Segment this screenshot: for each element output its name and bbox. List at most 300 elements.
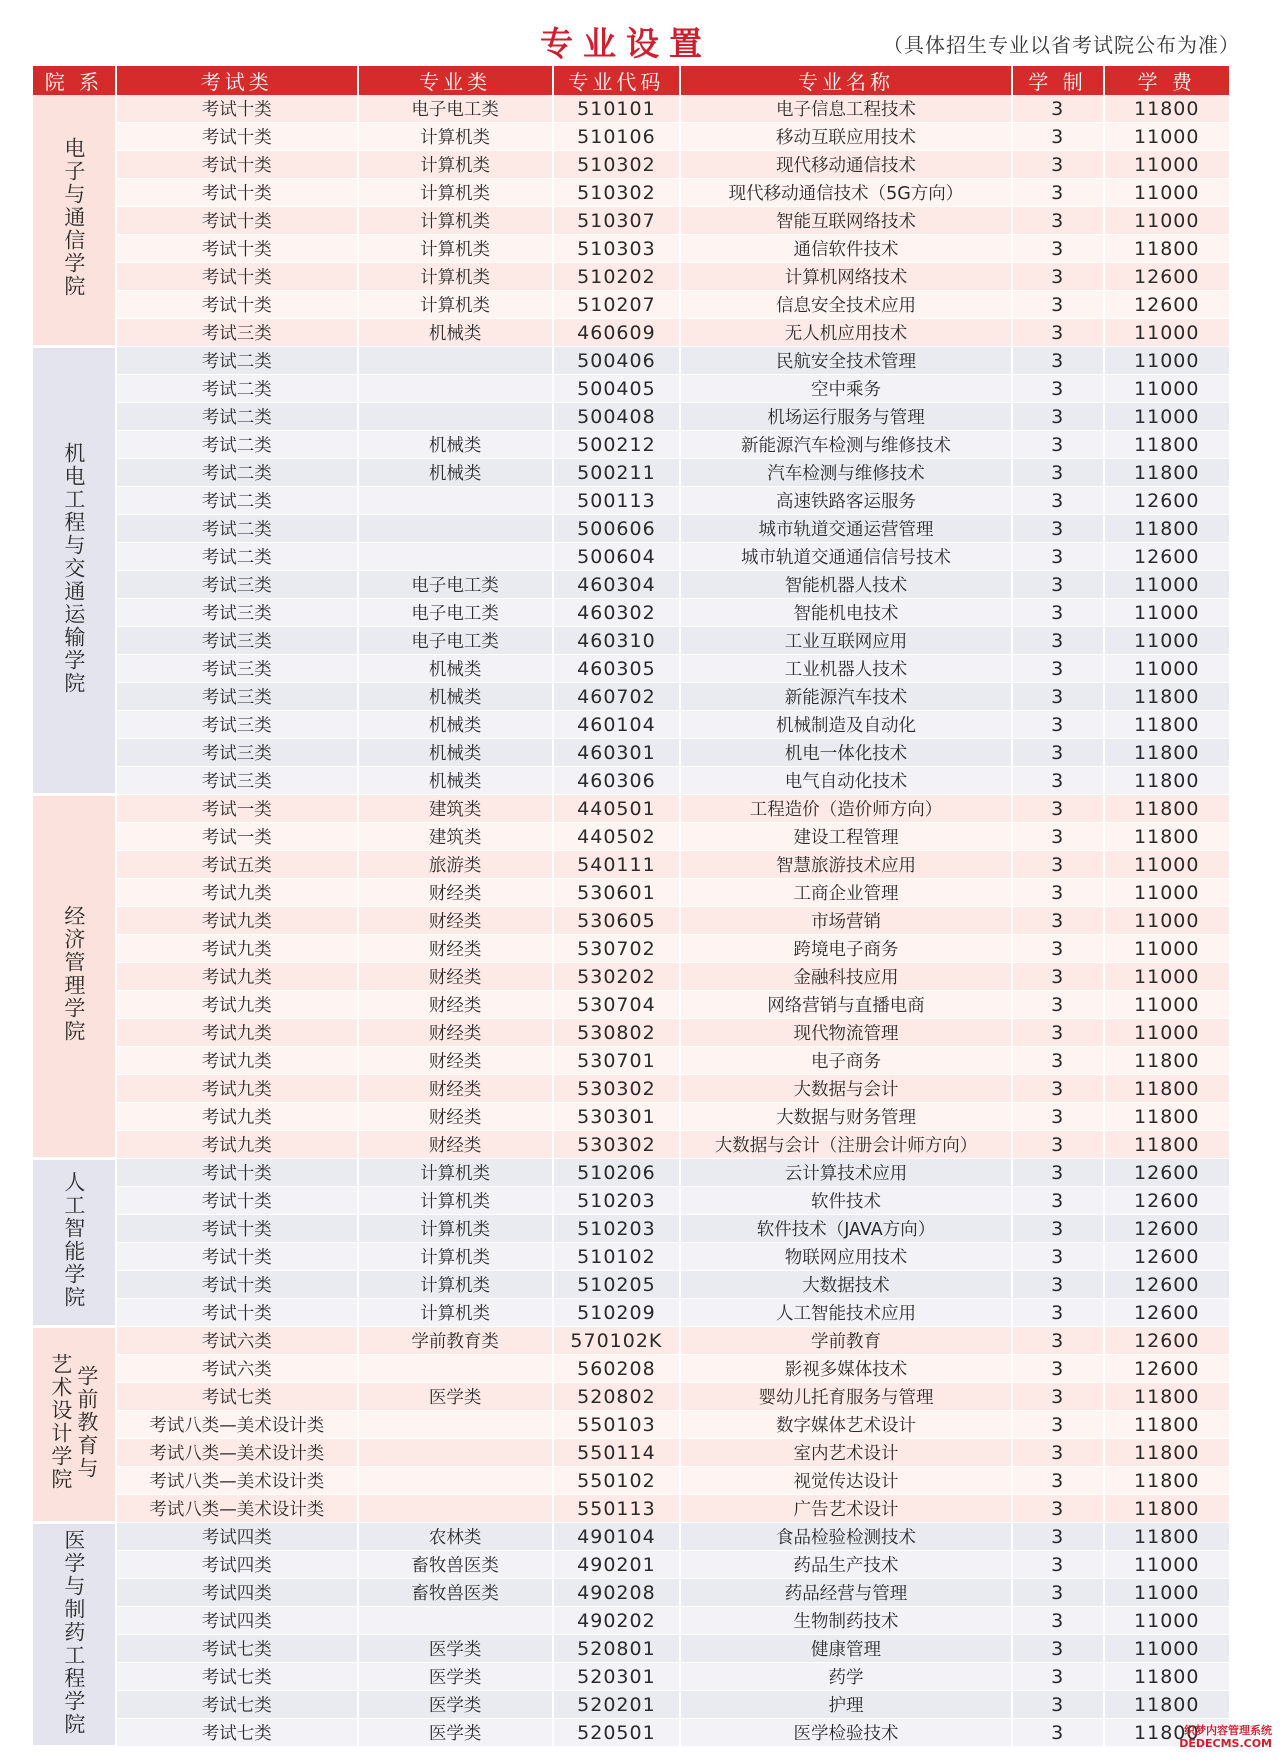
exam-category-cell: 考试三类 xyxy=(116,739,358,767)
tuition-cell: 11000 xyxy=(1104,1579,1229,1607)
duration-cell: 3 xyxy=(1012,1551,1104,1579)
department-cell xyxy=(33,1327,116,1523)
duration-cell: 3 xyxy=(1012,1439,1104,1467)
duration-cell: 3 xyxy=(1012,711,1104,739)
tuition-cell: 11800 xyxy=(1104,1131,1229,1159)
tuition-cell: 11000 xyxy=(1104,599,1229,627)
duration-cell: 3 xyxy=(1012,95,1104,123)
table-row xyxy=(33,991,1229,1019)
major-category-cell: 机械类 xyxy=(358,767,553,795)
major-category-cell xyxy=(358,1439,553,1467)
major-code-cell: 530702 xyxy=(553,935,681,963)
major-name-cell: 大数据与会计（注册会计师方向） xyxy=(680,1131,1011,1159)
duration-cell: 3 xyxy=(1012,1243,1104,1271)
exam-category-cell: 考试四类 xyxy=(116,1551,358,1579)
tuition-cell: 11800 xyxy=(1104,95,1229,123)
table-row xyxy=(33,683,1229,711)
major-code-cell: 510206 xyxy=(553,1159,681,1187)
major-name-cell: 智慧旅游技术应用 xyxy=(680,851,1011,879)
tuition-cell: 11000 xyxy=(1104,627,1229,655)
exam-category-cell: 考试八类—美术设计类 xyxy=(116,1467,358,1495)
tuition-cell: 11800 xyxy=(1104,459,1229,487)
duration-cell: 3 xyxy=(1012,627,1104,655)
major-category-cell: 医学类 xyxy=(358,1691,553,1719)
duration-cell: 3 xyxy=(1012,1579,1104,1607)
duration-cell: 3 xyxy=(1012,1495,1104,1523)
tuition-cell: 12600 xyxy=(1104,1299,1229,1327)
major-category-cell: 财经类 xyxy=(358,879,553,907)
table-row xyxy=(33,375,1229,403)
exam-category-cell: 考试二类 xyxy=(116,347,358,375)
exam-category-cell: 考试三类 xyxy=(116,319,358,347)
major-code-cell: 570102K xyxy=(553,1327,681,1355)
tuition-cell: 11800 xyxy=(1104,235,1229,263)
tuition-cell: 11000 xyxy=(1104,1607,1229,1635)
watermark xyxy=(1179,1724,1272,1750)
major-category-cell: 计算机类 xyxy=(358,263,553,291)
header-duration: 学 制 xyxy=(1012,66,1104,95)
department-name: 医学与制药工程学院 xyxy=(61,1528,86,1736)
major-code-cell: 510203 xyxy=(553,1215,681,1243)
tuition-cell: 11000 xyxy=(1104,991,1229,1019)
duration-cell: 3 xyxy=(1012,1299,1104,1327)
duration-cell: 3 xyxy=(1012,459,1104,487)
duration-cell: 3 xyxy=(1012,1103,1104,1131)
exam-category-cell: 考试七类 xyxy=(116,1719,358,1747)
duration-cell: 3 xyxy=(1012,291,1104,319)
duration-cell: 3 xyxy=(1012,1467,1104,1495)
tuition-cell: 11000 xyxy=(1104,403,1229,431)
tuition-cell: 11800 xyxy=(1104,1495,1229,1523)
exam-category-cell: 考试三类 xyxy=(116,571,358,599)
major-code-cell: 460104 xyxy=(553,711,681,739)
major-code-cell: 530302 xyxy=(553,1075,681,1103)
table-row xyxy=(33,95,1229,123)
table-row xyxy=(33,1523,1229,1551)
exam-category-cell: 考试十类 xyxy=(116,1299,358,1327)
department-name: 机电工程与交通运输学院 xyxy=(61,441,86,695)
major-code-cell: 510207 xyxy=(553,291,681,319)
major-category-cell: 电子电工类 xyxy=(358,599,553,627)
major-name-cell: 医学检验技术 xyxy=(680,1719,1011,1747)
major-code-cell: 460310 xyxy=(553,627,681,655)
major-name-cell: 现代物流管理 xyxy=(680,1019,1011,1047)
major-name-cell: 电子信息工程技术 xyxy=(680,95,1011,123)
table-row xyxy=(33,1607,1229,1635)
duration-cell: 3 xyxy=(1012,963,1104,991)
major-name-cell: 广告艺术设计 xyxy=(680,1495,1011,1523)
table-row xyxy=(33,1691,1229,1719)
major-name-cell: 物联网应用技术 xyxy=(680,1243,1011,1271)
major-name-cell: 智能互联网络技术 xyxy=(680,207,1011,235)
major-code-cell: 510203 xyxy=(553,1187,681,1215)
exam-category-cell: 考试二类 xyxy=(116,459,358,487)
major-code-cell: 530202 xyxy=(553,963,681,991)
major-name-cell: 生物制药技术 xyxy=(680,1607,1011,1635)
tuition-cell: 11800 xyxy=(1104,1103,1229,1131)
tuition-cell: 11000 xyxy=(1104,319,1229,347)
exam-category-cell: 考试十类 xyxy=(116,235,358,263)
duration-cell: 3 xyxy=(1012,879,1104,907)
major-code-cell: 560208 xyxy=(553,1355,681,1383)
major-category-cell: 机械类 xyxy=(358,711,553,739)
major-category-cell: 建筑类 xyxy=(358,823,553,851)
major-name-cell: 现代移动通信技术 xyxy=(680,151,1011,179)
major-code-cell: 550103 xyxy=(553,1411,681,1439)
major-category-cell xyxy=(358,403,553,431)
watermark-line1: 织梦内容管理系统 xyxy=(1184,1724,1272,1737)
table-header-row xyxy=(33,66,1229,95)
duration-cell: 3 xyxy=(1012,1523,1104,1551)
major-category-cell xyxy=(358,1495,553,1523)
table-row xyxy=(33,1103,1229,1131)
major-category-cell: 计算机类 xyxy=(358,1187,553,1215)
major-category-cell: 电子电工类 xyxy=(358,571,553,599)
table-row xyxy=(33,1327,1229,1355)
major-code-cell: 510102 xyxy=(553,1243,681,1271)
exam-category-cell: 考试二类 xyxy=(116,375,358,403)
major-name-cell: 大数据技术 xyxy=(680,1271,1011,1299)
table-row xyxy=(33,599,1229,627)
duration-cell: 3 xyxy=(1012,767,1104,795)
table-row xyxy=(33,739,1229,767)
duration-cell: 3 xyxy=(1012,207,1104,235)
table-row xyxy=(33,1271,1229,1299)
tuition-cell: 11800 xyxy=(1104,1047,1229,1075)
exam-category-cell: 考试八类—美术设计类 xyxy=(116,1439,358,1467)
major-name-cell: 人工智能技术应用 xyxy=(680,1299,1011,1327)
major-name-cell: 软件技术（JAVA方向） xyxy=(680,1215,1011,1243)
duration-cell: 3 xyxy=(1012,991,1104,1019)
table-row xyxy=(33,1355,1229,1383)
duration-cell: 3 xyxy=(1012,1215,1104,1243)
tuition-cell: 11000 xyxy=(1104,963,1229,991)
table-row xyxy=(33,347,1229,375)
major-category-cell: 计算机类 xyxy=(358,1243,553,1271)
tuition-cell: 12600 xyxy=(1104,1271,1229,1299)
tuition-cell: 11800 xyxy=(1104,1383,1229,1411)
major-code-cell: 460305 xyxy=(553,655,681,683)
exam-category-cell: 考试七类 xyxy=(116,1691,358,1719)
tuition-cell: 11000 xyxy=(1104,655,1229,683)
major-category-cell: 计算机类 xyxy=(358,235,553,263)
exam-category-cell: 考试三类 xyxy=(116,683,358,711)
major-category-cell xyxy=(358,487,553,515)
table-row xyxy=(33,571,1229,599)
major-category-cell: 财经类 xyxy=(358,935,553,963)
major-category-cell: 学前教育类 xyxy=(358,1327,553,1355)
major-code-cell: 540111 xyxy=(553,851,681,879)
duration-cell: 3 xyxy=(1012,1327,1104,1355)
exam-category-cell: 考试十类 xyxy=(116,207,358,235)
exam-category-cell: 考试十类 xyxy=(116,179,358,207)
major-name-cell: 工程造价（造价师方向） xyxy=(680,795,1011,823)
department-name-line2: 艺术设计学院 xyxy=(48,1353,73,1491)
exam-category-cell: 考试八类—美术设计类 xyxy=(116,1411,358,1439)
major-category-cell: 计算机类 xyxy=(358,291,553,319)
table-row xyxy=(33,431,1229,459)
major-code-cell: 510303 xyxy=(553,235,681,263)
tuition-cell: 11000 xyxy=(1104,1551,1229,1579)
exam-category-cell: 考试九类 xyxy=(116,963,358,991)
major-category-cell: 财经类 xyxy=(358,1047,553,1075)
major-category-cell xyxy=(358,543,553,571)
duration-cell: 3 xyxy=(1012,319,1104,347)
department-cell xyxy=(33,795,116,1159)
tuition-cell: 11800 xyxy=(1104,1719,1229,1747)
major-category-cell: 医学类 xyxy=(358,1383,553,1411)
major-code-cell: 500604 xyxy=(553,543,681,571)
major-name-cell: 网络营销与直播电商 xyxy=(680,991,1011,1019)
major-category-cell: 财经类 xyxy=(358,963,553,991)
page-title: 专业设置 xyxy=(540,24,712,63)
major-code-cell: 520201 xyxy=(553,1691,681,1719)
table-row xyxy=(33,1635,1229,1663)
major-name-cell: 智能机电技术 xyxy=(680,599,1011,627)
tuition-cell: 11800 xyxy=(1104,683,1229,711)
major-category-cell: 计算机类 xyxy=(358,179,553,207)
major-name-cell: 移动互联应用技术 xyxy=(680,123,1011,151)
major-code-cell: 500211 xyxy=(553,459,681,487)
exam-category-cell: 考试十类 xyxy=(116,1215,358,1243)
major-category-cell: 计算机类 xyxy=(358,123,553,151)
major-code-cell: 460304 xyxy=(553,571,681,599)
major-category-cell: 机械类 xyxy=(358,459,553,487)
header-exam-category: 考试类 xyxy=(116,66,358,95)
major-code-cell: 520301 xyxy=(553,1663,681,1691)
major-name-cell: 信息安全技术应用 xyxy=(680,291,1011,319)
table-row xyxy=(33,879,1229,907)
table-row xyxy=(33,1383,1229,1411)
major-code-cell: 490104 xyxy=(553,1523,681,1551)
major-name-cell: 影视多媒体技术 xyxy=(680,1355,1011,1383)
tuition-cell: 11800 xyxy=(1104,1663,1229,1691)
duration-cell: 3 xyxy=(1012,571,1104,599)
exam-category-cell: 考试二类 xyxy=(116,403,358,431)
major-code-cell: 520802 xyxy=(553,1383,681,1411)
exam-category-cell: 考试九类 xyxy=(116,1131,358,1159)
major-code-cell: 510302 xyxy=(553,151,681,179)
major-category-cell: 医学类 xyxy=(358,1663,553,1691)
major-name-cell: 电气自动化技术 xyxy=(680,767,1011,795)
duration-cell: 3 xyxy=(1012,1691,1104,1719)
major-code-cell: 520801 xyxy=(553,1635,681,1663)
major-name-cell: 工商企业管理 xyxy=(680,879,1011,907)
table-row xyxy=(33,851,1229,879)
major-code-cell: 490201 xyxy=(553,1551,681,1579)
major-code-cell: 460702 xyxy=(553,683,681,711)
department-name: 电子与通信学院 xyxy=(61,137,86,298)
header-department: 院 系 xyxy=(33,66,116,95)
exam-category-cell: 考试二类 xyxy=(116,515,358,543)
tuition-cell: 12600 xyxy=(1104,543,1229,571)
major-code-cell: 510202 xyxy=(553,263,681,291)
exam-category-cell: 考试九类 xyxy=(116,935,358,963)
duration-cell: 3 xyxy=(1012,1047,1104,1075)
tuition-cell: 11000 xyxy=(1104,1019,1229,1047)
department-name: 经济管理学院 xyxy=(61,905,86,1043)
major-name-cell: 机场运行服务与管理 xyxy=(680,403,1011,431)
duration-cell: 3 xyxy=(1012,431,1104,459)
major-code-cell: 460609 xyxy=(553,319,681,347)
exam-category-cell: 考试十类 xyxy=(116,1271,358,1299)
table-row xyxy=(33,403,1229,431)
tuition-cell: 11000 xyxy=(1104,1635,1229,1663)
major-category-cell: 医学类 xyxy=(358,1719,553,1747)
duration-cell: 3 xyxy=(1012,907,1104,935)
exam-category-cell: 考试七类 xyxy=(116,1635,358,1663)
exam-category-cell: 考试八类—美术设计类 xyxy=(116,1495,358,1523)
major-category-cell xyxy=(358,1355,553,1383)
major-category-cell: 计算机类 xyxy=(358,1271,553,1299)
major-name-cell: 无人机应用技术 xyxy=(680,319,1011,347)
major-category-cell xyxy=(358,347,553,375)
tuition-cell: 12600 xyxy=(1104,263,1229,291)
major-name-cell: 软件技术 xyxy=(680,1187,1011,1215)
major-code-cell: 500406 xyxy=(553,347,681,375)
table-row xyxy=(33,907,1229,935)
table-row xyxy=(33,487,1229,515)
major-code-cell: 460306 xyxy=(553,767,681,795)
major-category-cell: 财经类 xyxy=(358,1103,553,1131)
major-name-cell: 跨境电子商务 xyxy=(680,935,1011,963)
tuition-cell: 12600 xyxy=(1104,487,1229,515)
exam-category-cell: 考试四类 xyxy=(116,1579,358,1607)
major-code-cell: 490202 xyxy=(553,1607,681,1635)
major-code-cell: 550102 xyxy=(553,1467,681,1495)
duration-cell: 3 xyxy=(1012,1355,1104,1383)
exam-category-cell: 考试一类 xyxy=(116,795,358,823)
department-cell xyxy=(33,347,116,795)
exam-category-cell: 考试七类 xyxy=(116,1383,358,1411)
duration-cell: 3 xyxy=(1012,1635,1104,1663)
major-name-cell: 数字媒体艺术设计 xyxy=(680,1411,1011,1439)
major-name-cell: 室内艺术设计 xyxy=(680,1439,1011,1467)
tuition-cell: 11000 xyxy=(1104,935,1229,963)
table-row xyxy=(33,1159,1229,1187)
major-category-cell: 计算机类 xyxy=(358,207,553,235)
tuition-cell: 11000 xyxy=(1104,571,1229,599)
major-category-cell: 机械类 xyxy=(358,739,553,767)
exam-category-cell: 考试六类 xyxy=(116,1355,358,1383)
duration-cell: 3 xyxy=(1012,543,1104,571)
duration-cell: 3 xyxy=(1012,1019,1104,1047)
table-row xyxy=(33,1215,1229,1243)
exam-category-cell: 考试十类 xyxy=(116,1159,358,1187)
table-row xyxy=(33,1047,1229,1075)
exam-category-cell: 考试三类 xyxy=(116,655,358,683)
tuition-cell: 11000 xyxy=(1104,207,1229,235)
duration-cell: 3 xyxy=(1012,795,1104,823)
exam-category-cell: 考试九类 xyxy=(116,1103,358,1131)
major-code-cell: 500405 xyxy=(553,375,681,403)
table-body xyxy=(33,95,1229,1747)
tuition-cell: 11800 xyxy=(1104,515,1229,543)
table-row xyxy=(33,1019,1229,1047)
table-row xyxy=(33,291,1229,319)
major-code-cell: 550113 xyxy=(553,1495,681,1523)
department-cell xyxy=(33,1523,116,1747)
major-code-cell: 440502 xyxy=(553,823,681,851)
duration-cell: 3 xyxy=(1012,515,1104,543)
major-name-cell: 高速铁路客运服务 xyxy=(680,487,1011,515)
major-category-cell: 计算机类 xyxy=(358,1215,553,1243)
table-row xyxy=(33,1075,1229,1103)
duration-cell: 3 xyxy=(1012,1607,1104,1635)
exam-category-cell: 考试三类 xyxy=(116,767,358,795)
major-code-cell: 460302 xyxy=(553,599,681,627)
major-category-cell xyxy=(358,1411,553,1439)
major-category-cell: 计算机类 xyxy=(358,1159,553,1187)
duration-cell: 3 xyxy=(1012,935,1104,963)
exam-category-cell: 考试九类 xyxy=(116,1019,358,1047)
major-name-cell: 城市轨道交通通信信号技术 xyxy=(680,543,1011,571)
exam-category-cell: 考试十类 xyxy=(116,95,358,123)
tuition-cell: 12600 xyxy=(1104,1187,1229,1215)
exam-category-cell: 考试四类 xyxy=(116,1607,358,1635)
major-name-cell: 现代移动通信技术（5G方向） xyxy=(680,179,1011,207)
duration-cell: 3 xyxy=(1012,1719,1104,1747)
major-category-cell: 电子电工类 xyxy=(358,627,553,655)
duration-cell: 3 xyxy=(1012,683,1104,711)
tuition-cell: 11000 xyxy=(1104,375,1229,403)
table-row xyxy=(33,711,1229,739)
header-major-code: 专业代码 xyxy=(553,66,681,95)
table-row xyxy=(33,1131,1229,1159)
table-row xyxy=(33,179,1229,207)
duration-cell: 3 xyxy=(1012,1131,1104,1159)
major-name-cell: 机电一体化技术 xyxy=(680,739,1011,767)
major-name-cell: 药品经营与管理 xyxy=(680,1579,1011,1607)
exam-category-cell: 考试七类 xyxy=(116,1663,358,1691)
exam-category-cell: 考试十类 xyxy=(116,151,358,179)
major-category-cell: 计算机类 xyxy=(358,1299,553,1327)
duration-cell: 3 xyxy=(1012,403,1104,431)
tuition-cell: 11800 xyxy=(1104,1075,1229,1103)
major-code-cell: 510205 xyxy=(553,1271,681,1299)
major-code-cell: 510307 xyxy=(553,207,681,235)
table-row xyxy=(33,963,1229,991)
duration-cell: 3 xyxy=(1012,263,1104,291)
duration-cell: 3 xyxy=(1012,851,1104,879)
department-cell xyxy=(33,1159,116,1327)
major-code-cell: 530802 xyxy=(553,1019,681,1047)
major-code-cell: 500408 xyxy=(553,403,681,431)
tuition-cell: 11800 xyxy=(1104,1691,1229,1719)
major-category-cell xyxy=(358,515,553,543)
major-name-cell: 护理 xyxy=(680,1691,1011,1719)
major-code-cell: 530704 xyxy=(553,991,681,1019)
table-row xyxy=(33,151,1229,179)
department-name-line1: 学前教育与 xyxy=(74,1364,99,1480)
exam-category-cell: 考试二类 xyxy=(116,487,358,515)
tuition-cell: 12600 xyxy=(1104,1159,1229,1187)
duration-cell: 3 xyxy=(1012,235,1104,263)
tuition-cell: 11800 xyxy=(1104,1439,1229,1467)
tuition-cell: 11000 xyxy=(1104,123,1229,151)
major-code-cell: 500212 xyxy=(553,431,681,459)
major-category-cell: 医学类 xyxy=(358,1635,553,1663)
major-code-cell: 440501 xyxy=(553,795,681,823)
duration-cell: 3 xyxy=(1012,487,1104,515)
major-name-cell: 新能源汽车检测与维修技术 xyxy=(680,431,1011,459)
table-row xyxy=(33,767,1229,795)
major-category-cell: 财经类 xyxy=(358,1075,553,1103)
header-tuition: 学 费 xyxy=(1104,66,1229,95)
duration-cell: 3 xyxy=(1012,1411,1104,1439)
tuition-cell: 11000 xyxy=(1104,151,1229,179)
department-name: 人工智能学院 xyxy=(61,1171,86,1309)
